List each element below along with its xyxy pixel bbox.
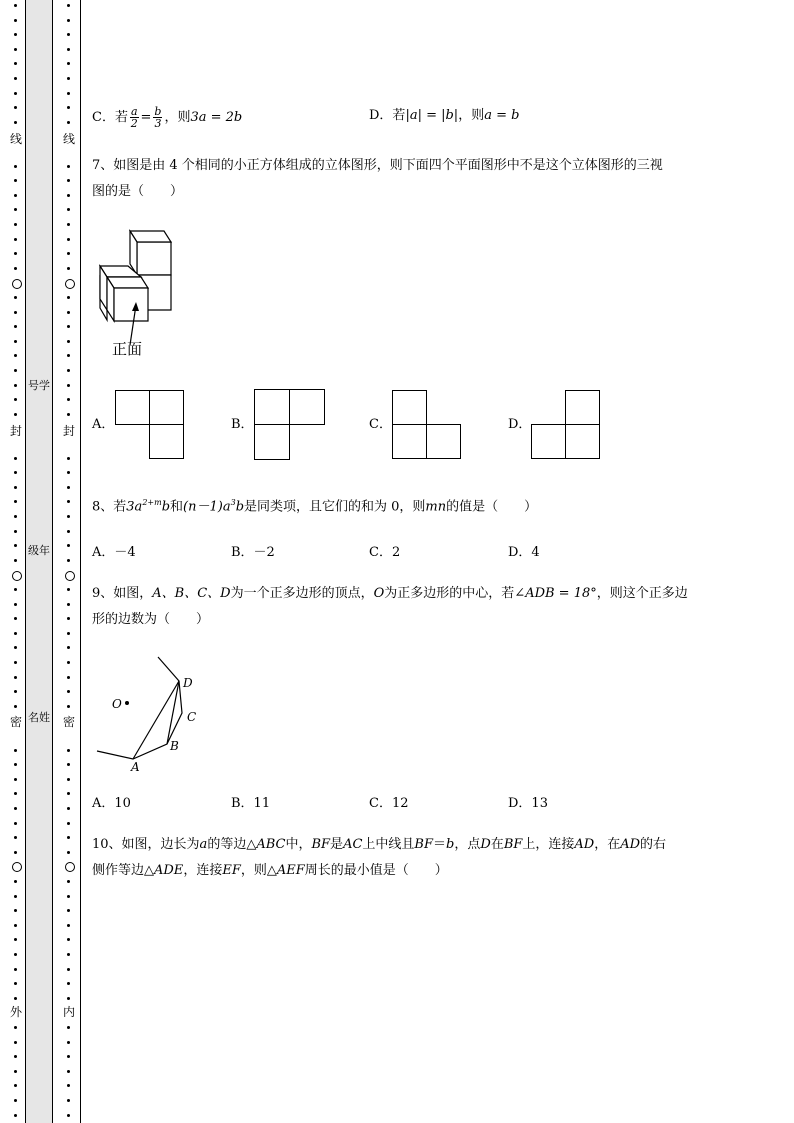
- frac-denominator: 3: [154, 117, 162, 130]
- vertex-d-label: D: [183, 676, 193, 690]
- binding-dot: [14, 588, 17, 591]
- q7-option-d-label: D．: [508, 417, 532, 432]
- q10-var: EF: [222, 863, 241, 878]
- binding-dot: [67, 778, 70, 781]
- q7-option-a-label: A．: [92, 417, 115, 432]
- binding-dot: [67, 33, 70, 36]
- q10-var: a: [199, 837, 208, 852]
- binding-dot: [67, 676, 70, 679]
- binding-dot: [67, 413, 70, 416]
- q8-option-d: D．4: [508, 545, 540, 560]
- q10-text: 中，: [285, 837, 312, 852]
- q6-option-d: [369, 106, 519, 126]
- binding-dot: [14, 238, 17, 241]
- q8-option-b: B．－2: [231, 545, 275, 560]
- q8-option-c: C．2: [369, 545, 401, 560]
- binding-dot: [14, 792, 17, 795]
- binding-dot: [67, 632, 70, 635]
- binding-dot: [67, 588, 70, 591]
- binding-dot: [14, 179, 17, 182]
- binding-dot: [14, 676, 17, 679]
- binding-dot: [14, 194, 17, 197]
- binding-dot: [67, 559, 70, 562]
- q6-c-label: C．若: [92, 110, 128, 125]
- q10-text: ，连接: [183, 863, 223, 878]
- q9-text: 9、如图，: [92, 586, 153, 601]
- binding-dot: [14, 457, 17, 460]
- binding-dot: [67, 179, 70, 182]
- binding-dot: [67, 646, 70, 649]
- binding-dot: [67, 121, 70, 124]
- cube-stack-figure: [90, 228, 190, 363]
- binding-dot: [14, 851, 17, 854]
- binding-dot: [14, 471, 17, 474]
- binding-dot: [67, 1026, 70, 1029]
- top-cube-front: [137, 242, 171, 275]
- q9-stem-line-1: [92, 581, 742, 607]
- frac-numerator: b: [154, 105, 162, 118]
- vertex-a-label: A: [131, 760, 140, 774]
- binding-dot: [67, 384, 70, 387]
- binding-dot: [67, 325, 70, 328]
- q8-stem: [92, 490, 742, 520]
- center-point: [125, 701, 129, 705]
- binding-dot: [67, 77, 70, 80]
- q10-text: ，点: [454, 837, 481, 852]
- inner-char-secret: 密: [62, 715, 75, 729]
- binding-dot: [67, 1114, 70, 1117]
- binding-dot: [67, 895, 70, 898]
- q10-var: BF: [311, 837, 331, 852]
- binding-dot: [67, 1055, 70, 1058]
- outer-char-secret: 密: [9, 715, 22, 729]
- binding-dot: [14, 559, 17, 562]
- name-label: 名姓: [28, 711, 50, 724]
- binding-dot: [67, 617, 70, 620]
- binding-dot: [14, 778, 17, 781]
- binding-dot: [67, 880, 70, 883]
- binding-dot: [14, 296, 17, 299]
- q9-option-a: A．10: [92, 796, 131, 811]
- q8-term1: 3a: [126, 499, 143, 515]
- binding-dot: [14, 165, 17, 168]
- q8-prefix: 8、若: [92, 499, 127, 515]
- q6-c-result: 3a = 2b: [190, 110, 243, 125]
- binding-dot: [14, 325, 17, 328]
- front-view-label: 正面: [112, 340, 143, 358]
- binding-dot: [14, 340, 17, 343]
- fraction-b-over-3: [153, 106, 162, 129]
- binding-dot: [14, 997, 17, 1000]
- outer-char-outside: 外: [9, 1005, 22, 1019]
- binding-dot: [14, 807, 17, 810]
- inner-char-inside: 内: [62, 1005, 75, 1019]
- binding-dot: [14, 413, 17, 416]
- binding-dot: [67, 92, 70, 95]
- binding-dot: [14, 530, 17, 533]
- binding-dot: [14, 311, 17, 314]
- q6-d-condition: |a| = |b|: [405, 108, 459, 123]
- binding-dot: [67, 4, 70, 7]
- q10-text: 在: [490, 837, 504, 852]
- binding-dot: [14, 1070, 17, 1073]
- binding-dot: [14, 1099, 17, 1102]
- binding-dot: [14, 33, 17, 36]
- binding-dot: [67, 544, 70, 547]
- binding-dot: [14, 515, 17, 518]
- binding-dot: [14, 822, 17, 825]
- q10-var: b: [446, 837, 455, 852]
- q10-var: ABC: [256, 837, 286, 852]
- binding-dot: [14, 398, 17, 401]
- binding-dot: [67, 194, 70, 197]
- q6-d-result: a = b: [484, 108, 520, 123]
- q8-term1-exponent: 2+m: [142, 498, 162, 507]
- binding-dot: [67, 267, 70, 270]
- q10-text: ，则△: [240, 863, 277, 878]
- binding-dot: [14, 836, 17, 839]
- binding-dot: [67, 457, 70, 460]
- outer-char-seal: 封: [9, 424, 22, 438]
- binding-dot: [14, 486, 17, 489]
- binding-dot: [67, 340, 70, 343]
- q9-text: 为正多边形的中心，若: [384, 586, 515, 601]
- q6-c-then: ，则: [164, 110, 191, 125]
- binding-dot: [67, 953, 70, 956]
- binding-dot: [14, 544, 17, 547]
- binding-dot: [67, 822, 70, 825]
- binding-dot: [67, 1084, 70, 1087]
- q7-option-d-figure: [531, 390, 601, 460]
- binding-dot: [14, 384, 17, 387]
- q8-and: 和: [170, 499, 184, 515]
- binding-dot: [67, 311, 70, 314]
- binding-dot: [67, 515, 70, 518]
- q9-option-c: C．12: [369, 796, 409, 811]
- q6-option-c: [92, 106, 242, 129]
- q10-text: 的右: [640, 837, 667, 852]
- q8-suffix-a: 是同类项，且它们的和为 0，则: [244, 499, 426, 515]
- binding-dot: [67, 530, 70, 533]
- q10-var: AD: [620, 837, 641, 852]
- q10-text: 是: [330, 837, 344, 852]
- q9-points: A、B、C、D: [152, 586, 231, 601]
- binding-dot: [14, 121, 17, 124]
- binding-dot: [67, 807, 70, 810]
- binding-dot: [67, 938, 70, 941]
- q7-option-a-figure: [115, 390, 185, 460]
- binding-dot: [14, 77, 17, 80]
- binding-dot: [67, 997, 70, 1000]
- binding-dot: [14, 749, 17, 752]
- binding-dot: [67, 909, 70, 912]
- binding-dot: [67, 106, 70, 109]
- binding-dot: [14, 661, 17, 664]
- q10-text: ，在: [594, 837, 621, 852]
- equals-sign: =: [140, 110, 152, 125]
- binding-dot: [67, 661, 70, 664]
- frac-denominator: 2: [130, 117, 138, 130]
- binding-dot: [67, 851, 70, 854]
- binding-dot: [14, 223, 17, 226]
- q6-d-label: D．若: [369, 108, 406, 123]
- binding-dot: [14, 763, 17, 766]
- inner-circle-mark: [65, 571, 75, 581]
- binding-dot: [67, 369, 70, 372]
- q9-option-d: D．13: [508, 796, 548, 811]
- q8-term2-tail: b: [235, 499, 245, 515]
- q10-text: 上，连接: [522, 837, 575, 852]
- binding-dot: [14, 880, 17, 883]
- front-cube-front: [114, 288, 148, 321]
- q9-text: ，则这个正多边: [596, 586, 688, 601]
- binding-dot: [14, 1084, 17, 1087]
- binding-dot: [14, 19, 17, 22]
- binding-dot: [14, 968, 17, 971]
- binding-dot: [14, 690, 17, 693]
- binding-dot: [67, 763, 70, 766]
- inner-char-line: 线: [62, 132, 75, 146]
- center-label: O: [112, 697, 122, 711]
- q9-stem-line-2: 形的边数为（ ）: [92, 612, 210, 627]
- q7-stem-line-1: 7、如图是由 4 个相同的小正方体组成的立体图形，则下面四个平面图形中不是这个立体图形的三视: [92, 158, 663, 173]
- binding-dot: [67, 471, 70, 474]
- binding-dot: [67, 296, 70, 299]
- vertex-b-label: B: [170, 739, 179, 753]
- binding-dot: [67, 165, 70, 168]
- vertex-c-label: C: [187, 710, 197, 724]
- q7-option-b-figure: [254, 389, 327, 461]
- binding-dot: [67, 252, 70, 255]
- q10-var: AD: [574, 837, 595, 852]
- binding-dot: [14, 4, 17, 7]
- binding-dot: [14, 252, 17, 255]
- binding-dot: [14, 924, 17, 927]
- q9-center: O: [373, 586, 385, 601]
- fraction-a-over-2: [130, 106, 139, 129]
- binding-dot: [14, 705, 17, 708]
- binding-dot: [67, 500, 70, 503]
- binding-dot: [14, 1114, 17, 1117]
- q7-option-b-label: B．: [231, 417, 254, 432]
- q7-stem-line-2: 图的是（ ）: [92, 184, 184, 199]
- binding-dot: [67, 62, 70, 65]
- binding-dot: [67, 690, 70, 693]
- inner-circle-mark: [65, 862, 75, 872]
- binding-dot: [67, 749, 70, 752]
- q8-term2: (n－1)a: [183, 499, 231, 515]
- binding-dot: [14, 982, 17, 985]
- binding-dot: [67, 603, 70, 606]
- binding-dot: [14, 938, 17, 941]
- binding-dot: [14, 48, 17, 51]
- student-number-label: 号学: [28, 379, 50, 392]
- q10-var: D: [480, 837, 491, 852]
- inner-char-seal: 封: [62, 424, 75, 438]
- binding-dot: [14, 1041, 17, 1044]
- q9-text: 为一个正多边形的顶点，: [230, 586, 374, 601]
- binding-dot: [14, 617, 17, 620]
- binding-dot: [14, 646, 17, 649]
- q10-var: AEF: [276, 863, 305, 878]
- binding-dot: [14, 267, 17, 270]
- binding-dot: [14, 632, 17, 635]
- binding-dot: [67, 982, 70, 985]
- binding-dot: [14, 500, 17, 503]
- q10-text: 上中线且: [362, 837, 415, 852]
- inner-dotted-line: [63, 0, 75, 1123]
- binding-dot: [14, 909, 17, 912]
- q9-angle: ∠ADB = 18°: [514, 586, 597, 601]
- q10-var: AC: [343, 837, 363, 852]
- margin-rule: [80, 0, 81, 1123]
- binding-dot: [67, 223, 70, 226]
- binding-dot: [14, 953, 17, 956]
- q8-variable: mn: [425, 499, 447, 515]
- student-info-strip: [25, 0, 53, 1123]
- outer-circle-mark: [12, 279, 22, 289]
- q10-var: ADE: [154, 863, 184, 878]
- q7-option-c-figure: [392, 390, 463, 460]
- binding-dot: [67, 968, 70, 971]
- binding-dot: [14, 208, 17, 211]
- outer-char-line: 线: [9, 132, 22, 146]
- q10-var: BF: [503, 837, 523, 852]
- q8-suffix-b: 的值是（ ）: [446, 499, 538, 515]
- q10-text: 侧作等边△: [92, 863, 154, 878]
- binding-dot: [67, 705, 70, 708]
- q10-text: ＝: [433, 837, 447, 852]
- q6-d-then: ，则: [458, 108, 485, 123]
- binding-dot: [14, 92, 17, 95]
- q8-option-a: A．－4: [92, 545, 136, 560]
- binding-dot: [67, 19, 70, 22]
- polygon-figure: [95, 653, 215, 778]
- q8-term1-tail: b: [161, 499, 171, 515]
- binding-dot: [67, 354, 70, 357]
- binding-dot: [14, 354, 17, 357]
- inner-circle-mark: [65, 279, 75, 289]
- grade-label: 级年: [28, 544, 50, 557]
- binding-dot: [14, 1055, 17, 1058]
- q10-text: 的等边△: [207, 837, 257, 852]
- q10-var: BF: [414, 837, 433, 852]
- binding-dot: [67, 1099, 70, 1102]
- frac-numerator: a: [130, 105, 138, 118]
- binding-dot: [67, 398, 70, 401]
- q10-text: 10、如图，边长为: [92, 837, 200, 852]
- q10-text: 周长的最小值是（ ）: [304, 863, 448, 878]
- binding-dot: [14, 1026, 17, 1029]
- binding-dot: [14, 895, 17, 898]
- binding-dot: [14, 62, 17, 65]
- outer-circle-mark: [12, 862, 22, 872]
- binding-dot: [67, 48, 70, 51]
- q7-option-c-label: C．: [369, 417, 392, 432]
- binding-dot: [14, 603, 17, 606]
- outer-circle-mark: [12, 571, 22, 581]
- binding-dot: [67, 836, 70, 839]
- binding-dot: [67, 924, 70, 927]
- q9-option-b: B．11: [231, 796, 271, 811]
- q10-stem-line-2: [92, 858, 742, 884]
- binding-dot: [67, 208, 70, 211]
- q10-stem-line-1: [92, 832, 742, 858]
- outer-dotted-line: [10, 0, 22, 1123]
- binding-dot: [14, 369, 17, 372]
- binding-dot: [14, 106, 17, 109]
- q8-term2-exponent: 3: [230, 498, 236, 507]
- binding-dot: [67, 486, 70, 489]
- binding-dot: [67, 1070, 70, 1073]
- binding-dot: [67, 792, 70, 795]
- binding-dot: [67, 1041, 70, 1044]
- binding-dot: [67, 238, 70, 241]
